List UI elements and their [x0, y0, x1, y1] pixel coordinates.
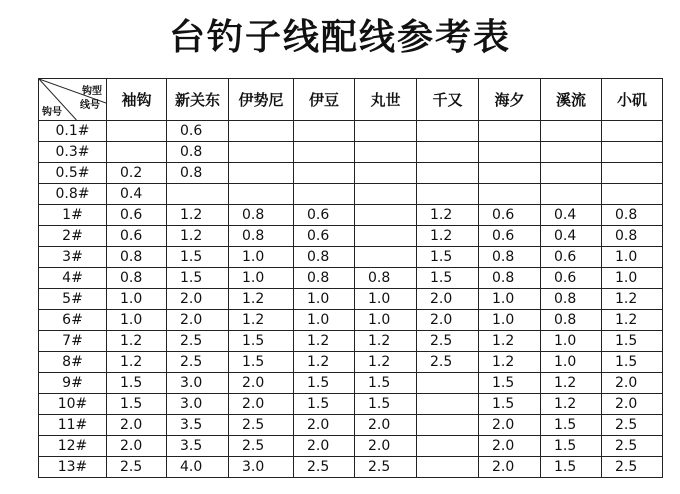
line-size-cell: 2.0 [479, 415, 541, 436]
line-size-cell [355, 184, 417, 205]
line-size-cell: 1.5 [541, 436, 602, 457]
hook-size-cell: 0.8# [39, 184, 107, 205]
line-size-cell: 1.2 [229, 289, 294, 310]
line-size-cell: 0.2 [107, 163, 167, 184]
line-size-cell: 0.8 [541, 310, 602, 331]
line-size-cell: 0.8 [479, 268, 541, 289]
line-size-cell [167, 184, 229, 205]
line-size-cell: 3.0 [167, 394, 229, 415]
line-size-cell [417, 121, 479, 142]
line-size-cell: 0.6 [294, 226, 355, 247]
line-size-cell: 0.6 [541, 268, 602, 289]
line-size-cell: 1.0 [602, 247, 663, 268]
line-size-cell: 0.6 [294, 205, 355, 226]
line-size-cell: 1.0 [107, 310, 167, 331]
hook-size-cell: 9# [39, 373, 107, 394]
line-size-cell: 1.0 [479, 289, 541, 310]
line-size-cell: 1.2 [294, 352, 355, 373]
column-header: 溪流 [541, 79, 602, 121]
table-body [39, 121, 663, 478]
line-size-cell: 1.5 [167, 247, 229, 268]
line-size-cell: 1.2 [229, 310, 294, 331]
table-row [39, 121, 663, 142]
line-size-cell [294, 184, 355, 205]
line-size-cell: 2.0 [355, 415, 417, 436]
header-row [39, 79, 663, 121]
column-header: 袖钩 [107, 79, 167, 121]
line-size-cell: 2.0 [294, 415, 355, 436]
line-size-cell: 2.5 [355, 457, 417, 478]
line-size-cell: 2.5 [107, 457, 167, 478]
column-header: 伊豆 [294, 79, 355, 121]
page-title: 台钓子线配线参考表 [168, 17, 511, 58]
line-size-cell: 3.5 [167, 415, 229, 436]
line-size-cell: 2.0 [602, 394, 663, 415]
table-row [39, 184, 663, 205]
line-size-cell [294, 163, 355, 184]
hook-size-cell: 11# [39, 415, 107, 436]
table-row [39, 415, 663, 436]
line-size-cell: 1.2 [167, 226, 229, 247]
line-size-cell: 1.5 [417, 268, 479, 289]
line-size-cell [417, 394, 479, 415]
line-size-cell: 0.8 [107, 247, 167, 268]
hook-number-label: 钩号 [42, 107, 62, 118]
hook-size-cell: 2# [39, 226, 107, 247]
line-size-cell: 1.2 [602, 310, 663, 331]
hook-size-cell: 10# [39, 394, 107, 415]
line-size-cell: 1.5 [294, 394, 355, 415]
line-size-cell [541, 163, 602, 184]
hook-size-cell: 3# [39, 247, 107, 268]
line-size-cell: 1.5 [417, 247, 479, 268]
line-size-cell: 1.5 [355, 373, 417, 394]
line-size-cell: 2.0 [229, 394, 294, 415]
line-size-cell: 0.4 [107, 184, 167, 205]
line-size-cell: 2.0 [167, 289, 229, 310]
column-header: 小矶 [602, 79, 663, 121]
line-size-cell: 0.6 [107, 226, 167, 247]
line-size-cell: 1.0 [229, 268, 294, 289]
line-size-cell: 1.0 [355, 310, 417, 331]
column-header: 新关东 [167, 79, 229, 121]
line-size-cell: 0.8 [479, 247, 541, 268]
line-size-cell: 1.2 [167, 205, 229, 226]
line-size-cell: 2.0 [602, 373, 663, 394]
line-size-cell: 1.2 [107, 352, 167, 373]
line-size-cell: 2.0 [294, 436, 355, 457]
line-size-cell [417, 184, 479, 205]
line-size-cell: 3.5 [167, 436, 229, 457]
line-size-cell: 1.5 [602, 352, 663, 373]
line-size-cell: 1.5 [294, 373, 355, 394]
table-row [39, 373, 663, 394]
line-size-cell: 2.5 [602, 457, 663, 478]
line-size-cell [417, 142, 479, 163]
line-size-cell [417, 436, 479, 457]
column-header: 千又 [417, 79, 479, 121]
hook-size-cell: 7# [39, 331, 107, 352]
line-size-cell: 0.6 [541, 247, 602, 268]
line-size-cell: 2.0 [107, 436, 167, 457]
line-size-cell [479, 121, 541, 142]
line-size-cell: 1.0 [541, 331, 602, 352]
line-size-cell: 2.0 [229, 373, 294, 394]
line-size-cell: 1.5 [229, 331, 294, 352]
line-size-cell: 2.5 [167, 331, 229, 352]
line-size-cell: 2.0 [167, 310, 229, 331]
line-size-cell: 1.2 [417, 205, 479, 226]
line-size-cell: 2.0 [417, 289, 479, 310]
line-size-cell: 1.5 [479, 373, 541, 394]
line-size-cell: 0.6 [167, 121, 229, 142]
line-size-cell [355, 205, 417, 226]
hook-size-cell: 4# [39, 268, 107, 289]
hook-size-cell: 1# [39, 205, 107, 226]
line-size-cell: 1.0 [541, 352, 602, 373]
line-size-cell [355, 121, 417, 142]
line-size-cell: 0.8 [294, 268, 355, 289]
line-size-cell [541, 121, 602, 142]
line-size-cell: 2.5 [417, 331, 479, 352]
line-size-cell: 1.0 [479, 310, 541, 331]
line-size-cell [479, 184, 541, 205]
line-size-cell: 1.5 [541, 457, 602, 478]
hook-size-cell: 6# [39, 310, 107, 331]
line-size-cell: 2.5 [229, 415, 294, 436]
line-size-cell: 0.4 [541, 205, 602, 226]
line-size-cell: 0.8 [541, 289, 602, 310]
line-size-cell [355, 226, 417, 247]
line-size-cell: 2.5 [417, 352, 479, 373]
line-size-cell: 1.2 [602, 289, 663, 310]
line-size-cell: 2.5 [229, 436, 294, 457]
line-size-cell: 1.5 [602, 331, 663, 352]
line-size-cell: 1.2 [479, 331, 541, 352]
line-size-cell [355, 142, 417, 163]
table-row [39, 310, 663, 331]
table-row [39, 247, 663, 268]
line-size-cell: 1.2 [294, 331, 355, 352]
table-row [39, 352, 663, 373]
line-size-cell: 3.0 [229, 457, 294, 478]
line-size-cell: 2.0 [417, 310, 479, 331]
line-size-cell: 1.2 [355, 352, 417, 373]
line-size-cell: 1.0 [602, 268, 663, 289]
line-size-cell: 0.6 [107, 205, 167, 226]
line-size-cell: 0.8 [107, 268, 167, 289]
line-size-cell: 3.0 [167, 373, 229, 394]
hook-size-cell: 12# [39, 436, 107, 457]
hook-size-cell: 13# [39, 457, 107, 478]
line-size-cell: 1.2 [107, 331, 167, 352]
line-size-cell [294, 121, 355, 142]
line-size-cell [107, 142, 167, 163]
line-size-cell: 0.8 [167, 142, 229, 163]
line-size-cell: 2.0 [355, 436, 417, 457]
line-size-cell [294, 142, 355, 163]
line-size-cell: 0.8 [602, 205, 663, 226]
hook-size-cell: 0.1# [39, 121, 107, 142]
table-row [39, 268, 663, 289]
line-size-cell: 1.5 [167, 268, 229, 289]
line-size-cell: 0.6 [479, 226, 541, 247]
line-size-cell: 1.5 [479, 394, 541, 415]
line-size-cell: 0.4 [541, 226, 602, 247]
line-size-cell [479, 142, 541, 163]
line-size-cell: 1.2 [541, 373, 602, 394]
table-row [39, 226, 663, 247]
table-row [39, 142, 663, 163]
line-size-cell: 2.0 [479, 436, 541, 457]
line-size-cell [541, 184, 602, 205]
line-size-cell: 2.0 [479, 457, 541, 478]
line-size-cell [229, 142, 294, 163]
line-size-cell [229, 121, 294, 142]
line-size-cell [417, 415, 479, 436]
line-size-cell [602, 163, 663, 184]
line-size-cell: 1.0 [229, 247, 294, 268]
line-size-cell [355, 247, 417, 268]
line-number-label: 线号 [80, 100, 100, 111]
line-size-cell [417, 373, 479, 394]
column-header: 海夕 [479, 79, 541, 121]
line-size-cell [229, 184, 294, 205]
line-size-cell: 0.8 [355, 268, 417, 289]
line-size-cell: 4.0 [167, 457, 229, 478]
line-size-cell: 1.2 [417, 226, 479, 247]
line-size-cell: 2.0 [107, 415, 167, 436]
line-size-cell: 2.5 [602, 436, 663, 457]
line-size-cell: 1.5 [541, 415, 602, 436]
line-size-cell: 0.8 [294, 247, 355, 268]
line-size-cell [107, 121, 167, 142]
line-size-cell [602, 184, 663, 205]
line-size-cell [229, 163, 294, 184]
line-size-cell: 1.2 [355, 331, 417, 352]
line-size-cell [602, 142, 663, 163]
hook-size-cell: 5# [39, 289, 107, 310]
line-reference-table [38, 78, 663, 478]
table-row [39, 331, 663, 352]
line-size-cell: 0.6 [479, 205, 541, 226]
line-size-cell: 1.5 [229, 352, 294, 373]
line-size-cell: 0.8 [167, 163, 229, 184]
line-size-cell: 0.8 [229, 226, 294, 247]
line-size-cell [417, 163, 479, 184]
line-size-cell [541, 142, 602, 163]
table-row [39, 394, 663, 415]
table-row [39, 163, 663, 184]
table-row [39, 289, 663, 310]
hook-type-label: 钩型 [82, 86, 102, 97]
line-size-cell: 1.0 [355, 289, 417, 310]
line-size-cell: 1.5 [107, 373, 167, 394]
line-size-cell: 2.5 [602, 415, 663, 436]
line-size-cell: 1.5 [107, 394, 167, 415]
hook-size-cell: 0.5# [39, 163, 107, 184]
line-size-cell: 1.2 [541, 394, 602, 415]
line-size-cell [479, 163, 541, 184]
line-size-cell: 1.2 [479, 352, 541, 373]
hook-size-cell: 0.3# [39, 142, 107, 163]
line-size-cell: 0.8 [602, 226, 663, 247]
line-size-cell: 2.5 [294, 457, 355, 478]
table-row [39, 436, 663, 457]
line-size-cell: 2.5 [167, 352, 229, 373]
table-row [39, 205, 663, 226]
line-size-cell [355, 163, 417, 184]
column-header: 丸世 [355, 79, 417, 121]
line-size-cell [602, 121, 663, 142]
line-size-cell: 1.0 [294, 310, 355, 331]
line-size-cell: 0.8 [229, 205, 294, 226]
line-size-cell: 1.0 [294, 289, 355, 310]
column-header: 伊势尼 [229, 79, 294, 121]
table-row [39, 457, 663, 478]
line-size-cell: 1.0 [107, 289, 167, 310]
hook-size-cell: 8# [39, 352, 107, 373]
header-corner-cell [39, 79, 107, 121]
line-size-cell: 1.5 [355, 394, 417, 415]
line-size-cell [417, 457, 479, 478]
